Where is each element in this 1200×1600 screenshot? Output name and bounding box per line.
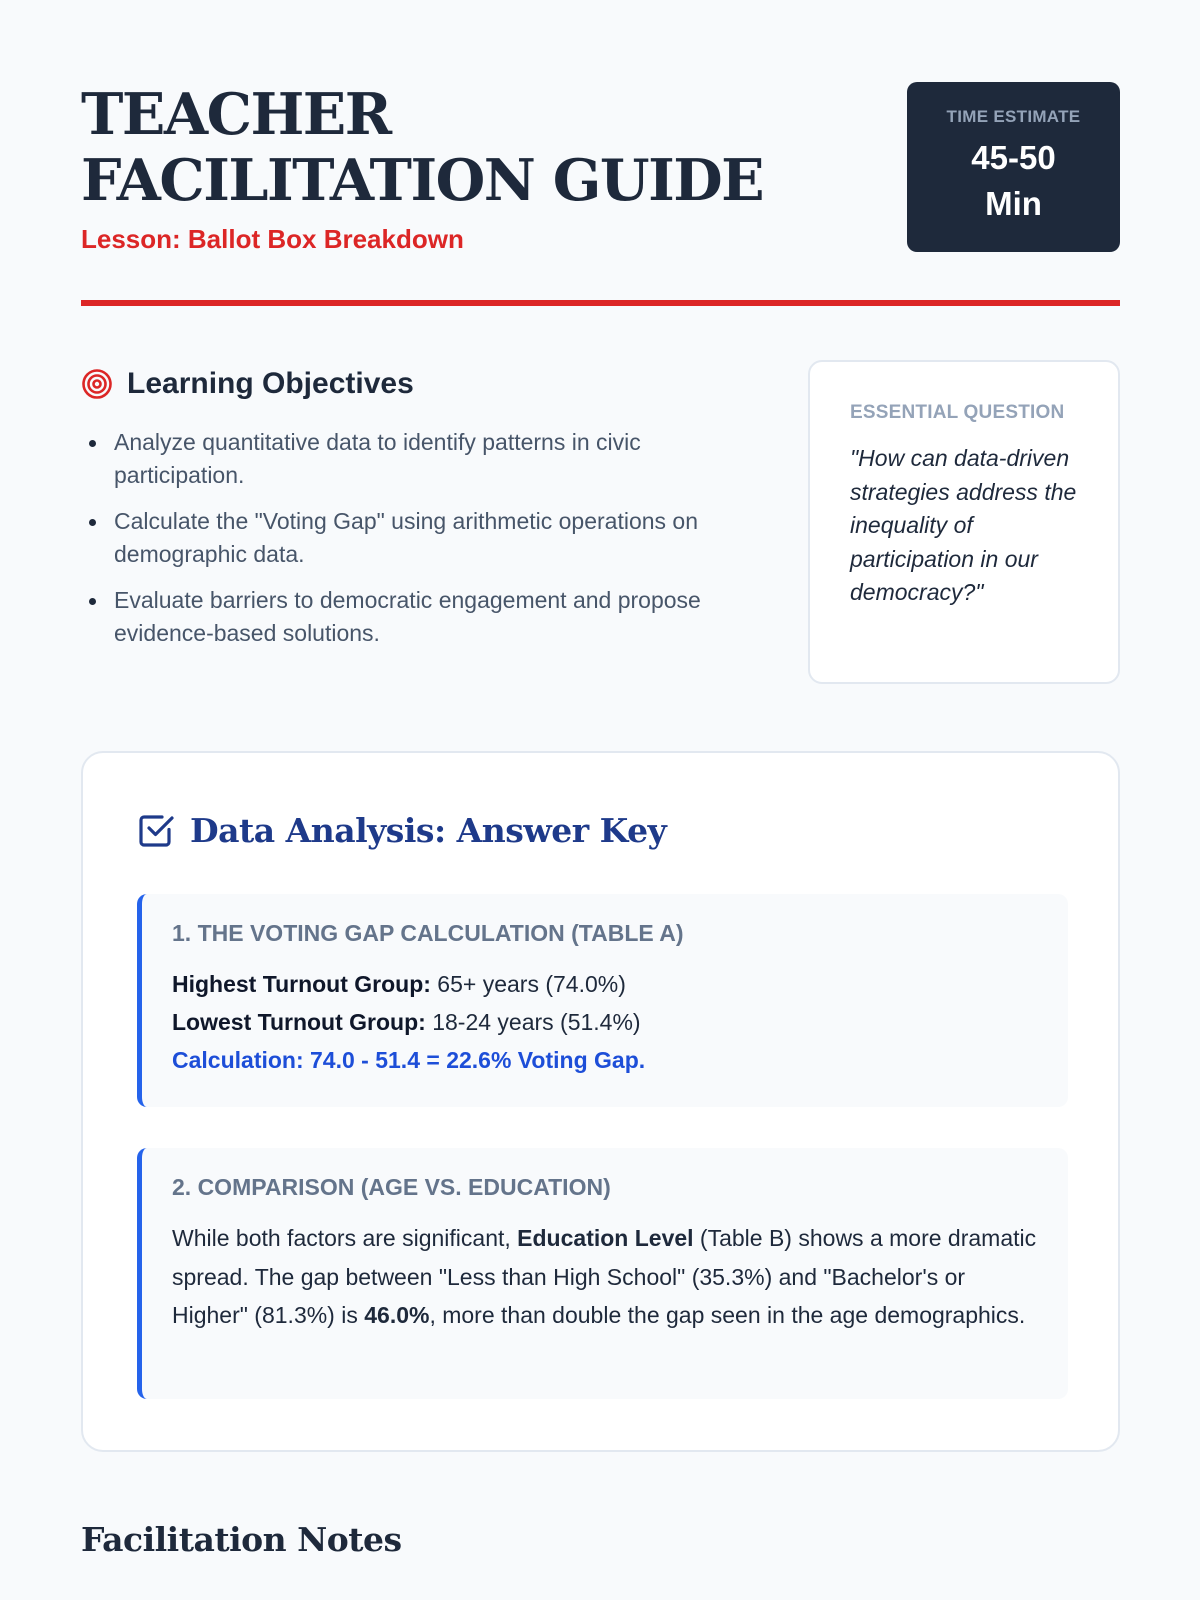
answer-key-title: Data Analysis: Answer Key xyxy=(190,811,667,850)
essential-question-card xyxy=(808,360,1120,684)
time-estimate-value xyxy=(971,135,1055,227)
objectives-heading xyxy=(81,362,771,406)
time-estimate-unit: Min xyxy=(985,185,1042,222)
list-item: Evaluate barriers to democratic engagement and propose evidence-based solutions. xyxy=(81,584,771,650)
answer-comparison xyxy=(137,1148,1068,1399)
essential-question-label: ESSENTIAL QUESTION xyxy=(850,402,1065,423)
lowest-turnout-value: 18-24 years (51.4%) xyxy=(425,1009,641,1035)
lesson-subtitle: Lesson: Ballot Box Breakdown xyxy=(81,224,464,254)
target-icon xyxy=(81,368,113,400)
answer-voting-gap xyxy=(137,894,1068,1107)
time-estimate-range: 45-50 xyxy=(971,139,1056,176)
comparison-paragraph xyxy=(172,1219,1038,1335)
highest-turnout-line xyxy=(172,965,1038,1003)
list-item: Analyze quantitative data to identify patterns in civic participation. xyxy=(81,426,771,492)
highest-turnout-label: Highest Turnout Group: xyxy=(172,971,431,997)
checkbox-icon xyxy=(138,812,176,850)
list-item: Calculate the "Voting Gap" using arithmetic operations on demographic data. xyxy=(81,505,771,571)
objectives-list xyxy=(81,426,771,650)
voting-gap-calculation: Calculation: 74.0 - 51.4 = 22.6% Voting Gap. xyxy=(172,1047,646,1073)
lowest-turnout-label: Lowest Turnout Group: xyxy=(172,1009,426,1035)
learning-objectives-section xyxy=(81,362,771,663)
answer-label: 2. COMPARISON (AGE VS. EDUCATION) xyxy=(172,1174,611,1200)
answer-key-card xyxy=(81,751,1120,1452)
highest-turnout-value: 65+ years (74.0%) xyxy=(430,971,626,997)
page-title: TEACHER FACILITATION GUIDE xyxy=(81,81,764,214)
time-estimate-badge xyxy=(907,82,1120,252)
comparison-text: (Table B) shows a more dramatic spread. The gap between "Less than High School" (35.3%) and "Bachelor's or Higher" (81.3%) is xyxy=(172,1225,1037,1328)
comparison-emphasis: Education Level xyxy=(517,1225,694,1251)
facilitation-notes-title: Facilitation Notes xyxy=(81,1520,402,1559)
comparison-text: While both factors are significant, xyxy=(172,1225,518,1251)
objectives-title: Learning Objectives xyxy=(127,367,414,400)
lowest-turnout-line xyxy=(172,1003,1038,1041)
essential-question-text: "How can data-driven strategies address the inequality of participation in our democracy?" xyxy=(850,445,1077,605)
page-header xyxy=(81,82,1120,254)
answer-label: 1. THE VOTING GAP CALCULATION (TABLE A) xyxy=(172,920,684,946)
time-estimate-label: TIME ESTIMATE xyxy=(946,107,1081,126)
answer-key-heading xyxy=(138,811,666,850)
comparison-text: , more than double the gap seen in the age demographics. xyxy=(429,1302,1026,1328)
header-divider xyxy=(81,300,1120,306)
comparison-gap-value: 46.0% xyxy=(364,1302,430,1328)
